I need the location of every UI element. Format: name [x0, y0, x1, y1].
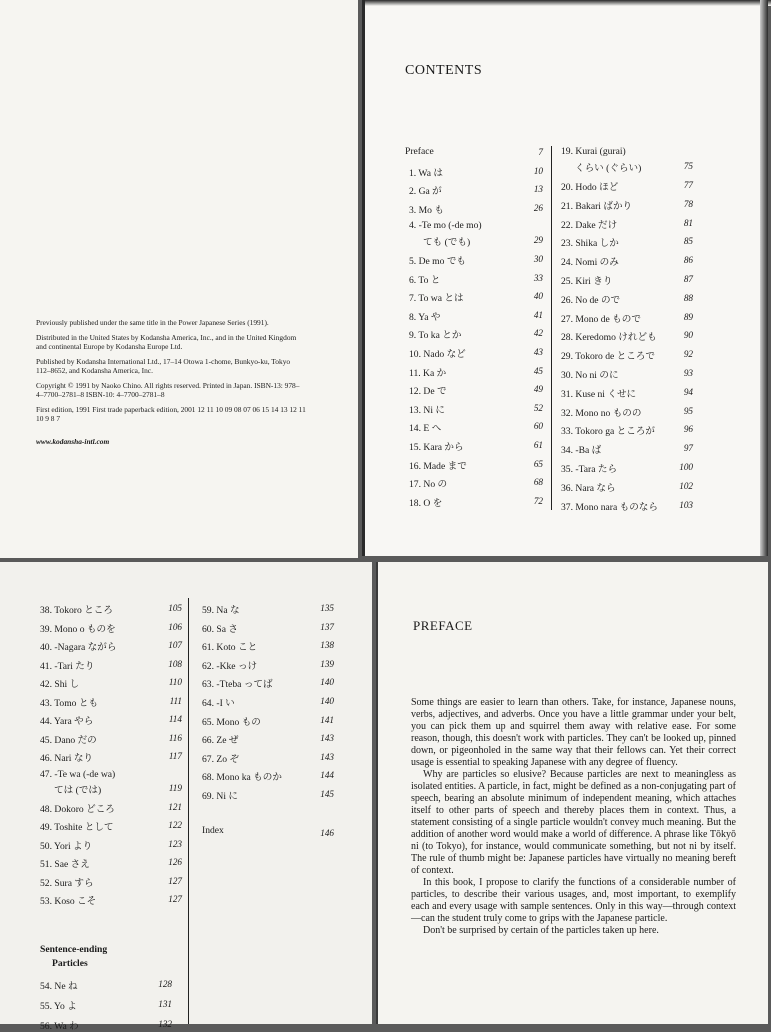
- toc-entry-label: 11. Ka か: [409, 367, 447, 379]
- toc-entry: [202, 676, 273, 690]
- toc-entry: [561, 292, 620, 306]
- toc-entry: [409, 253, 466, 267]
- toc-entry-label: 1. Wa は: [409, 167, 443, 179]
- preface-page: [376, 562, 768, 1024]
- toc-entry: [409, 183, 442, 197]
- toc-page-number: 131: [158, 998, 172, 1009]
- toc-entry-label: 47. -Te wa (-de wa): [40, 768, 116, 780]
- toc-page-number: 132: [158, 1018, 172, 1029]
- copyright-page: [0, 0, 358, 558]
- toc-entry: [202, 751, 239, 765]
- toc-entry-label: 49. Toshite として: [40, 822, 114, 834]
- toc-entry-label: 33. Tokoro ga ところが: [561, 426, 656, 438]
- preface-paragraph: In this book, I propose to clarify the functions of a considerable number of particles, to describe their various usages, and, most important, to exemplify each and every usage with sample sentences. Only in this way—through context—can the student truly come to grips with the Japanese particle.: [411, 877, 736, 924]
- toc-entry: [40, 713, 93, 727]
- toc-entry-label: 66. Ze ぜ: [202, 735, 239, 747]
- toc-entry: [561, 179, 618, 193]
- toc-entry: [561, 311, 641, 325]
- publisher-url: www.kodansha-intl.com: [36, 437, 110, 446]
- toc-page-number: 143: [320, 751, 334, 762]
- toc-entry-label: 41. -Tari たり: [40, 660, 95, 672]
- toc-entry-label: 15. Kara から: [409, 441, 464, 453]
- toc-page-number: 144: [320, 770, 334, 781]
- toc-page-number: 86: [683, 255, 693, 266]
- toc-entry-label: 34. -Ba ば: [561, 445, 602, 457]
- preface-paragraph: Some things are easier to learn than others. Take, for instance, Japanese nouns, verbs, adjectives, and adverbs. Once you have a little grammar under your belt, you can pick them up and squirrel them away with relative ease. For some reason, though, this doesn't work with particles. They can't be looked up, pinned down, or pigeonholed in the same way that their fellows can. Yet their correct usage is essential to speaking Japanese with any degree of fluency.: [411, 697, 736, 768]
- toc-entry: [40, 893, 96, 907]
- toc-entry-label: 4. -Te mo (-de mo): [409, 220, 482, 232]
- toc-page-number: 40: [533, 291, 543, 302]
- toc-entry-label: 60. Sa さ: [202, 623, 238, 635]
- toc-page-number: 68: [533, 477, 543, 488]
- toc-entry-label: 65. Mono もの: [202, 716, 261, 728]
- toc-entry: [409, 402, 445, 416]
- copyright-line: Published by Kodansha International Ltd., 17–14 Otowa 1-chome, Bunkyo-ku, Tokyo 112–8652, and Kodansha America, Inc.: [36, 357, 291, 375]
- toc-page-number: 137: [320, 621, 334, 632]
- toc-entry: [409, 165, 443, 179]
- toc-entry-label: 63. -Tteba ってば: [202, 679, 273, 691]
- toc-entry-label: 43. Tomo とも: [40, 697, 99, 709]
- toc-entry: [561, 442, 601, 456]
- toc-entry-label: 23. Shika しか: [561, 238, 619, 250]
- toc-page-number: 127: [168, 894, 182, 905]
- toc-entry: [409, 420, 441, 434]
- toc-entry: [409, 346, 466, 360]
- toc-entry: [561, 367, 619, 381]
- toc-page-number: 78: [683, 198, 693, 209]
- toc-entry-label: 32. Mono no ものの: [561, 407, 642, 419]
- toc-entry: [202, 602, 240, 616]
- toc-entry: [561, 235, 619, 249]
- toc-entry: [409, 220, 482, 231]
- toc-entry-label: 6. To と: [409, 274, 441, 286]
- toc-entry-label: 5. De mo でも: [409, 255, 467, 267]
- toc-entry: [561, 146, 626, 157]
- toc-entry-label: 26. No de ので: [561, 294, 621, 306]
- toc-page-number: 10: [533, 165, 543, 176]
- toc-page-number: 75: [683, 161, 693, 172]
- toc-entry-label: 30. No ni のに: [561, 369, 619, 381]
- toc-entry: [40, 1018, 79, 1032]
- column-divider: [188, 598, 189, 1024]
- toc-page-number: 96: [683, 424, 693, 435]
- toc-entry: [40, 875, 94, 889]
- toc-entry: [40, 621, 116, 635]
- toc-page-number: 13: [533, 184, 543, 195]
- toc-entry-label: 50. Yori より: [40, 840, 93, 852]
- toc-entry-label: 9. To ka とか: [409, 330, 462, 342]
- toc-entry: [40, 695, 98, 709]
- toc-page-number: 45: [533, 365, 543, 376]
- toc-entry: [561, 217, 617, 231]
- toc-page-number: 61: [533, 439, 543, 450]
- toc-page-number: 52: [533, 402, 543, 413]
- toc-entry: [40, 856, 90, 870]
- toc-entry-label-kana: ては (では): [54, 785, 102, 797]
- toc-entry: [405, 146, 434, 157]
- toc-entry-label: 14. E へ: [409, 423, 442, 435]
- toc-page-number: 29: [533, 235, 543, 246]
- toc-entry-label-kana: くらい (ぐらい): [575, 163, 642, 175]
- section-heading: Sentence-ending: [40, 943, 108, 955]
- toc-entry: [40, 602, 113, 616]
- toc-page-number: 110: [168, 677, 182, 687]
- toc-page-number: 33: [533, 272, 543, 283]
- toc-entry: [202, 695, 235, 709]
- toc-page-number: 122: [168, 820, 182, 831]
- toc-entry: [409, 365, 446, 379]
- preface-paragraph: Why are particles so elusive? Because particles are next to meaningless as isolated entities. A particle, in fact, might be defined as a non-conjugating part of speech, bearing an absolute minimum of independent meaning, which attaches itself to other parts of speech and thereby places them in context. Thus, a statement consisting of a single particle wouldn't convey much meaning. But the addition of another word would make a world of difference. A phrase like Tōkyō ni (to Tokyo), for instance, would communicate something, but not ni by itself. The rule of thumb might be: Japanese particles have virtually no meaning bereft of context.: [411, 769, 736, 876]
- toc-page-number: 102: [679, 480, 693, 491]
- toc-page-number: 30: [533, 253, 543, 264]
- toc-page-number: 43: [533, 346, 543, 357]
- toc-page-number: 105: [168, 603, 182, 613]
- toc-entry-label: 62. -Kke っけ: [202, 660, 258, 672]
- toc-page-number: 60: [533, 421, 543, 432]
- toc-page-number: 141: [320, 714, 334, 725]
- toc-entry-label: 7. To wa とは: [409, 293, 464, 305]
- toc-entry: [561, 348, 655, 362]
- toc-page-number: 87: [683, 273, 693, 284]
- toc-entry: [409, 458, 467, 472]
- toc-entry-label: 51. Sae さえ: [40, 859, 90, 871]
- toc-entry: [40, 769, 115, 780]
- toc-entry-label-kana: ても (でも): [423, 237, 471, 249]
- toc-entry-label: 48. Dokoro どころ: [40, 803, 115, 815]
- toc-entry: [409, 327, 461, 341]
- column-divider: [551, 146, 552, 510]
- toc-entry-label: 46. Nari なり: [40, 753, 94, 764]
- toc-page-number: 127: [168, 875, 182, 886]
- toc-entry: [409, 290, 464, 304]
- toc-entry-label: 19. Kurai (gurai): [561, 146, 626, 157]
- toc-entry-label: 61. Koto こと: [202, 642, 258, 654]
- toc-page-number: 81: [683, 217, 693, 228]
- toc-entry: [202, 639, 257, 653]
- toc-page-number: 41: [533, 309, 543, 320]
- toc-page-number: 114: [168, 714, 182, 724]
- toc-entry: [561, 499, 658, 513]
- toc-entry-label: 64. -I い: [202, 698, 235, 709]
- toc-page-number: 7: [538, 147, 543, 157]
- toc-page-number: 26: [533, 202, 543, 213]
- copyright-line: First edition, 1991 First trade paperback edition, 2001 12 11 10 09 08 07 06 15 14 13 12 11 10 9 8 7: [36, 405, 306, 423]
- toc-page-number: 42: [533, 328, 543, 339]
- toc-entry-label: 3. Mo も: [409, 204, 444, 216]
- toc-entry: [409, 272, 440, 286]
- toc-entry-label: 38. Tokoro ところ: [40, 605, 113, 616]
- toc-entry-label: 16. Made まで: [409, 460, 467, 472]
- toc-entry: [40, 801, 115, 815]
- toc-entry-label: 22. Dake だけ: [561, 219, 618, 231]
- copyright-line: Distributed in the United States by Kodansha America, Inc., and in the United Kingdom and continental Europe by Kodansha Europe Ltd.: [36, 333, 297, 351]
- toc-entry-label: 8. Ya や: [409, 311, 441, 323]
- page-edge: [760, 0, 768, 556]
- toc-entry-label: 17. No の: [409, 479, 448, 491]
- toc-entry: [40, 676, 79, 690]
- toc-entry: [561, 405, 641, 419]
- toc-page-number: 135: [320, 603, 334, 613]
- toc-entry: [561, 329, 657, 343]
- toc-entry-label: 44. Yara やら: [40, 716, 94, 727]
- toc-page-number: 93: [683, 367, 693, 378]
- contents-title: CONTENTS: [405, 63, 483, 78]
- toc-page-number: 145: [320, 789, 334, 799]
- toc-entry-label: 12. De で: [409, 386, 447, 398]
- toc-page-number: 97: [683, 443, 693, 454]
- toc-page-number: 121: [168, 801, 182, 812]
- toc-entry-label: 40. -Nagara ながら: [40, 642, 117, 653]
- toc-entry: [40, 838, 92, 852]
- toc-page-number: 111: [169, 695, 182, 706]
- toc-entry-label: 2. Ga が: [409, 186, 442, 198]
- toc-entry-label: 39. Mono o ものを: [40, 623, 116, 635]
- preface-paragraph: Don't be surprised by certain of the particles taken up here.: [423, 925, 659, 936]
- toc-entry-label: 10. Nado など: [409, 348, 466, 360]
- toc-page-number: 140: [320, 677, 334, 688]
- toc-entry-label: Preface: [405, 146, 434, 157]
- section-heading: Particles: [52, 957, 88, 969]
- toc-entry: [202, 788, 238, 802]
- toc-page-number: 143: [320, 733, 334, 744]
- toc-entry: [561, 254, 619, 268]
- toc-entry-label: 28. Keredomo けれども: [561, 332, 657, 344]
- toc-page-number: 146: [320, 827, 334, 838]
- toc-entry: [202, 714, 261, 728]
- toc-entry-label: 18. O を: [409, 497, 443, 509]
- toc-entry-label: 52. Sura すら: [40, 877, 94, 889]
- toc-page-number: 117: [168, 751, 182, 761]
- toc-page-number: 90: [683, 330, 693, 341]
- toc-entry: [40, 658, 94, 672]
- toc-entry-label: 69. Ni に: [202, 791, 238, 802]
- toc-entry-label: 37. Mono nara ものなら: [561, 501, 658, 513]
- toc-page-number: 126: [168, 857, 182, 868]
- toc-page-number: 100: [679, 461, 693, 472]
- toc-page-number: 89: [683, 311, 693, 322]
- toc-entry: [40, 819, 114, 833]
- toc-entry-label: 59. Na な: [202, 605, 240, 616]
- toc-page-number: 77: [683, 179, 693, 190]
- toc-entry: [409, 202, 444, 216]
- page-edge: [365, 0, 771, 6]
- toc-entry-label: 56. Wa わ: [40, 1020, 79, 1032]
- toc-entry-label: 68. Mono ka ものか: [202, 772, 282, 784]
- toc-entry: [561, 461, 617, 475]
- contents-page: [362, 0, 768, 556]
- toc-page-number: 139: [320, 658, 334, 669]
- toc-entry: [561, 198, 632, 212]
- toc-entry-label: 29. Tokoro de ところで: [561, 351, 655, 363]
- toc-entry: [202, 621, 238, 635]
- toc-entry-label: 54. Ne ね: [40, 980, 78, 992]
- toc-page-number: 138: [320, 640, 334, 651]
- toc-entry-label: 36. Nara なら: [561, 482, 616, 494]
- toc-page-number: 65: [533, 458, 543, 469]
- toc-entry: [202, 658, 257, 672]
- toc-entry-label: 42. Shi し: [40, 679, 80, 690]
- toc-page-number: 49: [533, 384, 543, 395]
- contents-continued-page: [0, 562, 372, 1032]
- toc-entry: [40, 998, 77, 1012]
- toc-page-number: 106: [168, 621, 182, 632]
- toc-entry-label: 35. -Tara たら: [561, 463, 618, 475]
- toc-entry-label: 67. Zo ぞ: [202, 753, 240, 765]
- toc-page-number: 103: [679, 499, 693, 510]
- preface-title: PREFACE: [413, 618, 473, 633]
- toc-page-number: 85: [683, 236, 693, 247]
- preface-body: [411, 697, 736, 937]
- toc-entry: [40, 732, 97, 746]
- toc-entry-label: 20. Hodo ほど: [561, 181, 619, 193]
- toc-entry-label: 24. Nomi のみ: [561, 257, 619, 269]
- toc-entry: [409, 383, 447, 397]
- copyright-block: [36, 318, 306, 452]
- toc-page-number: 128: [158, 978, 172, 989]
- toc-entry-label: 55. Yo よ: [40, 1000, 77, 1012]
- toc-page-number: 116: [168, 732, 182, 743]
- toc-entry: [409, 476, 447, 490]
- copyright-line: Previously published under the same title in the Power Japanese Series (1991).: [36, 318, 269, 327]
- toc-entry: [409, 439, 464, 453]
- toc-entry: [409, 309, 440, 323]
- toc-entry: [40, 978, 78, 992]
- toc-entry-label: 45. Dano だの: [40, 734, 97, 746]
- toc-index-label: Index: [202, 824, 224, 836]
- toc-entry: [202, 732, 239, 746]
- toc-entry-label: 31. Kuse ni くせに: [561, 388, 637, 400]
- toc-entry: [561, 386, 636, 400]
- toc-page-number: 108: [168, 658, 182, 669]
- toc-page-number: 94: [683, 386, 693, 397]
- toc-entry: [561, 423, 655, 437]
- toc-entry: [561, 480, 616, 494]
- toc-entry-label: 25. Kiri きり: [561, 275, 613, 287]
- toc-page-number: 119: [168, 783, 182, 794]
- toc-page-number: 92: [683, 349, 693, 360]
- toc-entry: [40, 639, 116, 653]
- copyright-line: Copyright © 1991 by Naoko Chino. All rights reserved. Printed in Japan. ISBN-13: 978–4–7700–2781–8 ISBN-10: 4–7700–2781–8: [36, 381, 300, 399]
- toc-entry: [202, 769, 282, 783]
- toc-page-number: 140: [320, 696, 334, 706]
- toc-page-number: 88: [683, 292, 693, 303]
- toc-entry: [409, 495, 442, 509]
- toc-entry-label: 53. Koso こそ: [40, 896, 97, 908]
- toc-entry: [561, 273, 612, 287]
- toc-page-number: 95: [683, 405, 693, 416]
- toc-page-number: 123: [168, 838, 182, 849]
- toc-entry-label: 21. Bakari ばかり: [561, 200, 633, 212]
- toc-entry-label: 27. Mono de もので: [561, 313, 641, 325]
- toc-page-number: 72: [533, 495, 543, 506]
- toc-page-number: 107: [168, 640, 182, 650]
- toc-entry-label: 13. Ni に: [409, 404, 445, 416]
- toc-entry: [40, 750, 93, 764]
